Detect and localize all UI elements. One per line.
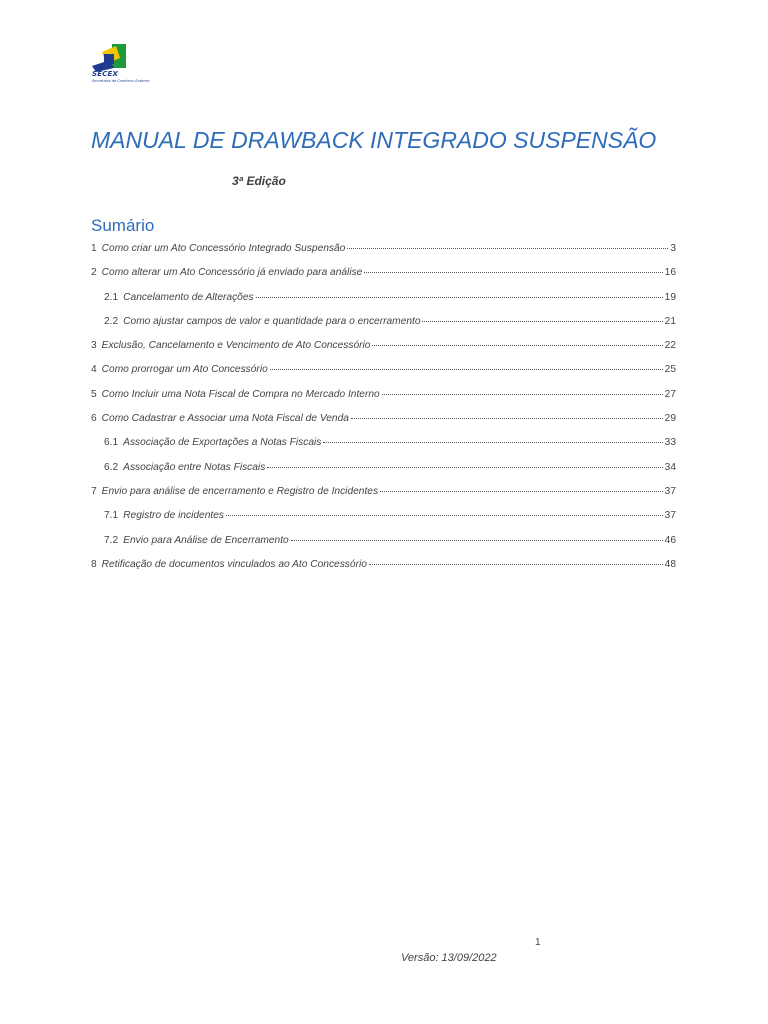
toc-entry-label: Exclusão, Cancelamento e Vencimento de Ato Concessório	[101, 340, 371, 352]
toc-entry-number: 6.2	[104, 461, 119, 473]
toc-entry-number: 6	[91, 413, 97, 425]
toc-entry-label: Como alterar um Ato Concessório já enviado para análise	[101, 267, 363, 279]
toc-entry-label: Como Cadastrar e Associar uma Nota Fiscal de Venda	[101, 413, 349, 425]
toc-entry[interactable]	[91, 413, 676, 437]
toc-entry-number: 7.1	[104, 510, 119, 522]
toc-entry-label: Como prorrogar um Ato Concessório	[101, 364, 268, 376]
toc-entry-page: 34	[664, 461, 676, 473]
toc-entry-page: 37	[664, 485, 676, 497]
toc-entry-label: Associação entre Notas Fiscais	[123, 461, 266, 473]
toc-entry[interactable]	[91, 243, 676, 267]
toc-entry-label: Como criar um Ato Concessório Integrado Suspensão	[101, 243, 346, 254]
toc-dot-leader	[267, 466, 662, 468]
toc-entry[interactable]	[91, 510, 676, 534]
toc-entry[interactable]	[91, 316, 676, 340]
edition-label: 3ª Edição	[232, 174, 286, 188]
toc-entry-number: 6.1	[104, 437, 119, 449]
toc-entry-page: 33	[664, 437, 676, 449]
toc-entry-number: 2	[91, 267, 97, 279]
toc-entry-page: 21	[664, 315, 676, 327]
toc-entry-page: 37	[664, 510, 676, 522]
toc-entry-number: 5	[91, 388, 97, 400]
toc-entry-label: Envio para análise de encerramento e Registro de Incidentes	[101, 485, 379, 497]
toc-entry[interactable]	[91, 267, 676, 291]
toc-entry[interactable]	[91, 462, 676, 486]
toc-entry-page: 25	[664, 364, 676, 376]
toc-entry-number: 7.2	[104, 534, 119, 546]
toc-entry-number: 2.2	[104, 315, 119, 327]
toc-entry-label: Registro de incidentes	[123, 510, 224, 522]
toc-dot-leader	[291, 539, 663, 541]
toc-dot-leader	[364, 271, 662, 273]
toc-entry[interactable]	[91, 437, 676, 461]
toc-entry-page: 16	[664, 267, 676, 279]
toc-entry-page: 27	[664, 388, 676, 400]
summary-heading: Sumário	[91, 216, 155, 235]
toc-entry[interactable]	[91, 292, 676, 316]
toc-dot-leader	[351, 417, 663, 419]
toc-dot-leader	[422, 320, 662, 322]
toc-dot-leader	[323, 441, 662, 443]
toc-entry-label: Retificação de documentos vinculados ao Ato Concessório	[101, 558, 367, 570]
toc-entry-number: 1	[91, 243, 97, 254]
document-title: MANUAL DE DRAWBACK INTEGRADO SUSPENSÃO	[91, 127, 657, 153]
toc-entry-number: 7	[91, 485, 97, 497]
flag-emblem-icon	[90, 44, 130, 72]
toc-entry-page: 48	[664, 558, 676, 570]
version-label: Versão: 13/09/2022	[401, 952, 497, 964]
toc-entry-label: Cancelamento de Alterações	[123, 291, 254, 303]
toc-entry-page: 46	[664, 534, 676, 546]
toc-entry-number: 3	[91, 340, 97, 352]
toc-entry-label: Associação de Exportações a Notas Fiscais	[123, 437, 322, 449]
toc-entry[interactable]	[91, 559, 676, 583]
logo-subtitle: Secretaria de Comércio Exterior	[92, 79, 150, 83]
toc-entry[interactable]	[91, 364, 676, 388]
toc-entry-number: 4	[91, 364, 97, 376]
toc-dot-leader	[382, 393, 663, 395]
toc-entry[interactable]	[91, 389, 676, 413]
page-number: 1	[535, 937, 541, 948]
toc-dot-leader	[256, 296, 663, 298]
toc-dot-leader	[226, 514, 663, 516]
toc-entry-page: 19	[664, 291, 676, 303]
toc-dot-leader	[369, 563, 663, 565]
toc-entry-number: 2.1	[104, 291, 119, 303]
toc-dot-leader	[270, 368, 663, 370]
toc-entry[interactable]	[91, 486, 676, 510]
toc-entry-label: Como ajustar campos de valor e quantidade para o encerramento	[123, 315, 421, 327]
toc-entry[interactable]	[91, 535, 676, 559]
toc-entry-page: 29	[664, 413, 676, 425]
table-of-contents	[91, 243, 676, 583]
toc-dot-leader	[372, 344, 662, 346]
logo-name: SECEX	[92, 70, 119, 78]
toc-dot-leader	[347, 247, 668, 249]
toc-entry-page: 3	[670, 243, 676, 254]
toc-entry-label: Como Incluir uma Nota Fiscal de Compra no Mercado Interno	[101, 388, 380, 400]
toc-entry-number: 8	[91, 558, 97, 570]
toc-entry-label: Envio para Análise de Encerramento	[123, 534, 289, 546]
toc-entry[interactable]	[91, 340, 676, 364]
toc-dot-leader	[380, 490, 663, 492]
secex-logo	[90, 44, 162, 86]
toc-entry-page: 22	[664, 340, 676, 352]
